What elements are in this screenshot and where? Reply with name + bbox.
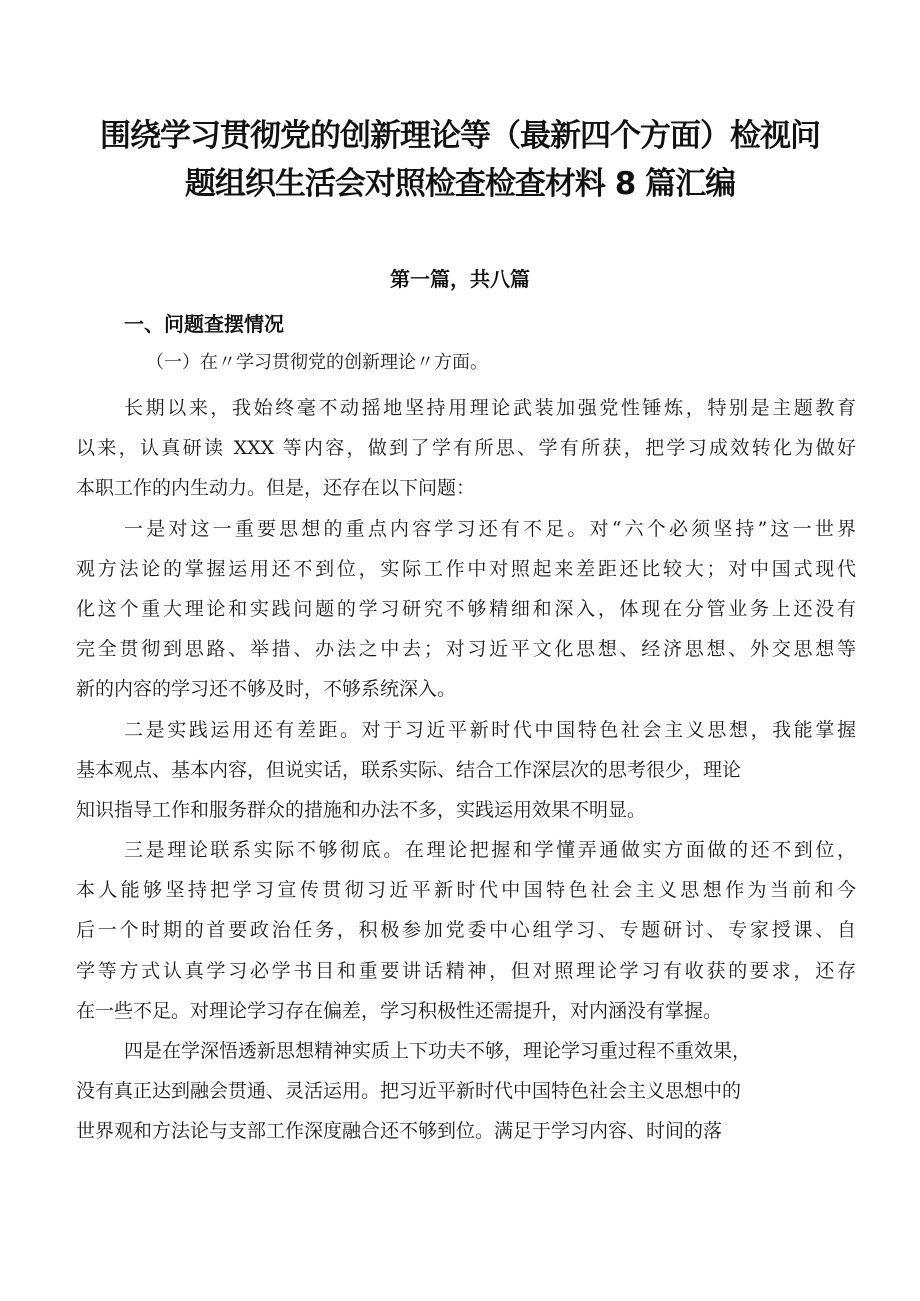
paragraph-line: 学等方式认真学习必学书目和重要讲话精神，但对照理论学习有收获的要求，还存 (76, 959, 856, 982)
paragraph-2 (76, 509, 856, 710)
paragraph-line: 化这个重大理论和实践问题的学习研究不够精细和深入，体现在分管业务上还没有 (76, 597, 856, 620)
subsection-heading: （一）在〃学习贯彻党的创新理论〃方面。 (146, 352, 488, 373)
paragraph-5 (76, 1031, 856, 1152)
paragraph-line: 本职工作的内生动力。但是，还存在以下问题： (76, 477, 476, 500)
paragraph-line: 三是理论联系实际不够彻底。在理论把握和学懂弄通做实方面做的还不到位， (124, 839, 856, 862)
document-title (60, 112, 860, 208)
document-title-line-2: 题组织生活会对照检查检查材料 8 篇汇编 (184, 166, 736, 202)
section-heading: 一、问题查摆情况 (124, 312, 284, 336)
document-body (76, 388, 856, 1152)
part-title: 第一篇，共八篇 (390, 267, 530, 291)
paragraph-4 (76, 830, 856, 1031)
paragraph-line: 本人能够坚持把学习宣传贯彻习近平新时代中国特色社会主义思想作为当前和今 (76, 879, 856, 902)
paragraph-line: 以来，认真研读 XXX 等内容，做到了学有所思、学有所获，把学习成效转化为做好 (76, 437, 856, 460)
paragraph-line: 观方法论的掌握运用还不到位，实际工作中对照起来差距还比较大；对中国式现代 (76, 557, 856, 580)
paragraph-line: 在一些不足。对理论学习存在偏差，学习积极性还需提升，对内涵没有掌握。 (76, 999, 723, 1022)
paragraph-3 (76, 710, 856, 831)
paragraph-line: 新的内容的学习还不够及时，不够系统深入。 (76, 678, 457, 701)
document-title-line-1: 围绕学习贯彻党的创新理论等（最新四个方面）检视问 (100, 118, 820, 154)
paragraph-1 (76, 388, 856, 509)
paragraph-line: 知识指导工作和服务群众的措施和办法不多，实践运用效果不明显。 (76, 798, 647, 821)
paragraph-line: 基本观点、基本内容，但说实话，联系实际、结合工作深层次的思考很少，理论 (76, 758, 742, 781)
paragraph-line: 长期以来，我始终毫不动摇地坚持用理论武装加强党性锤炼，特别是主题教育 (124, 397, 856, 419)
paragraph-line: 四是在学深悟透新思想精神实质上下功夫不够，理论学习重过程不重效果， (124, 1040, 752, 1062)
paragraph-line: 世界观和方法论与支部工作深度融合还不够到位。满足于学习内容、时间的落 (76, 1120, 723, 1143)
paragraph-line: 二是实践运用还有差距。对于习近平新时代中国特色社会主义思想，我能掌握 (124, 718, 856, 741)
paragraph-line: 没有真正达到融会贯通、灵活运用。把习近平新时代中国特色社会主义思想中的 (76, 1080, 742, 1103)
paragraph-line: 完全贯彻到思路、举措、办法之中去；对习近平文化思想、经济思想、外交思想等 (76, 638, 856, 661)
paragraph-line: 后一个时期的首要政治任务，积极参加党委中心组学习、专题研讨、专家授课、自 (76, 919, 856, 942)
paragraph-line: 一是对这一重要思想的重点内容学习还有不足。对“六个必须坚持”这一世界 (124, 517, 856, 540)
